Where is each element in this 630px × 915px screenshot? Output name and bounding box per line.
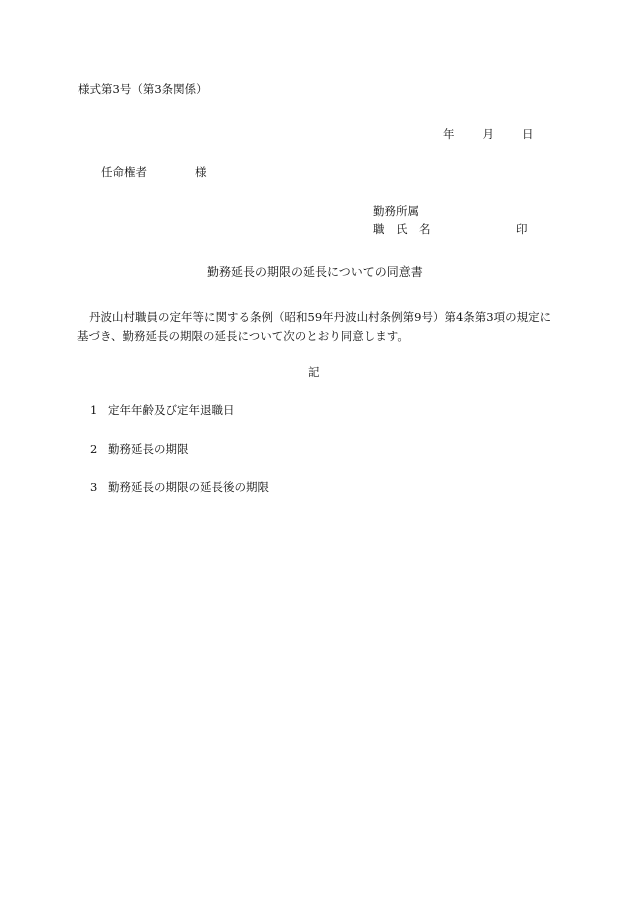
list-item (90, 404, 235, 418)
affiliation-label: 勤務所属 (373, 204, 419, 218)
list-item (90, 443, 189, 457)
list-item (90, 481, 269, 495)
item-text: 定年年齢及び定年退職日 (108, 403, 235, 417)
item-number: 1 (90, 403, 98, 417)
form-number-label: 様式第3号（第3条関係） (78, 82, 208, 96)
seal-mark: 印 (516, 222, 528, 236)
document-title: 勤務延長の期限の延長についての同意書 (207, 265, 423, 279)
item-text: 勤務延長の期限の延長後の期限 (108, 480, 269, 494)
date-year: 年 (443, 127, 455, 141)
date-day: 日 (522, 127, 534, 141)
date-line (443, 128, 534, 142)
ki-heading: 記 (308, 365, 320, 379)
consent-body-text: 丹波山村職員の定年等に関する条例（昭和59年丹波山村条例第9号）第4条第3項の規定に基づき、勤務延長の期限の延長について次のとおり同意します。 (77, 310, 552, 343)
addressee-line (101, 166, 207, 180)
date-month: 月 (482, 127, 494, 141)
item-number: 3 (90, 480, 98, 494)
addressee-name: 任命権者 (101, 165, 147, 179)
item-number: 2 (90, 442, 98, 456)
name-label: 職 氏 名 (373, 222, 431, 236)
addressee-honorific: 様 (195, 165, 207, 179)
item-text: 勤務延長の期限 (108, 442, 189, 456)
